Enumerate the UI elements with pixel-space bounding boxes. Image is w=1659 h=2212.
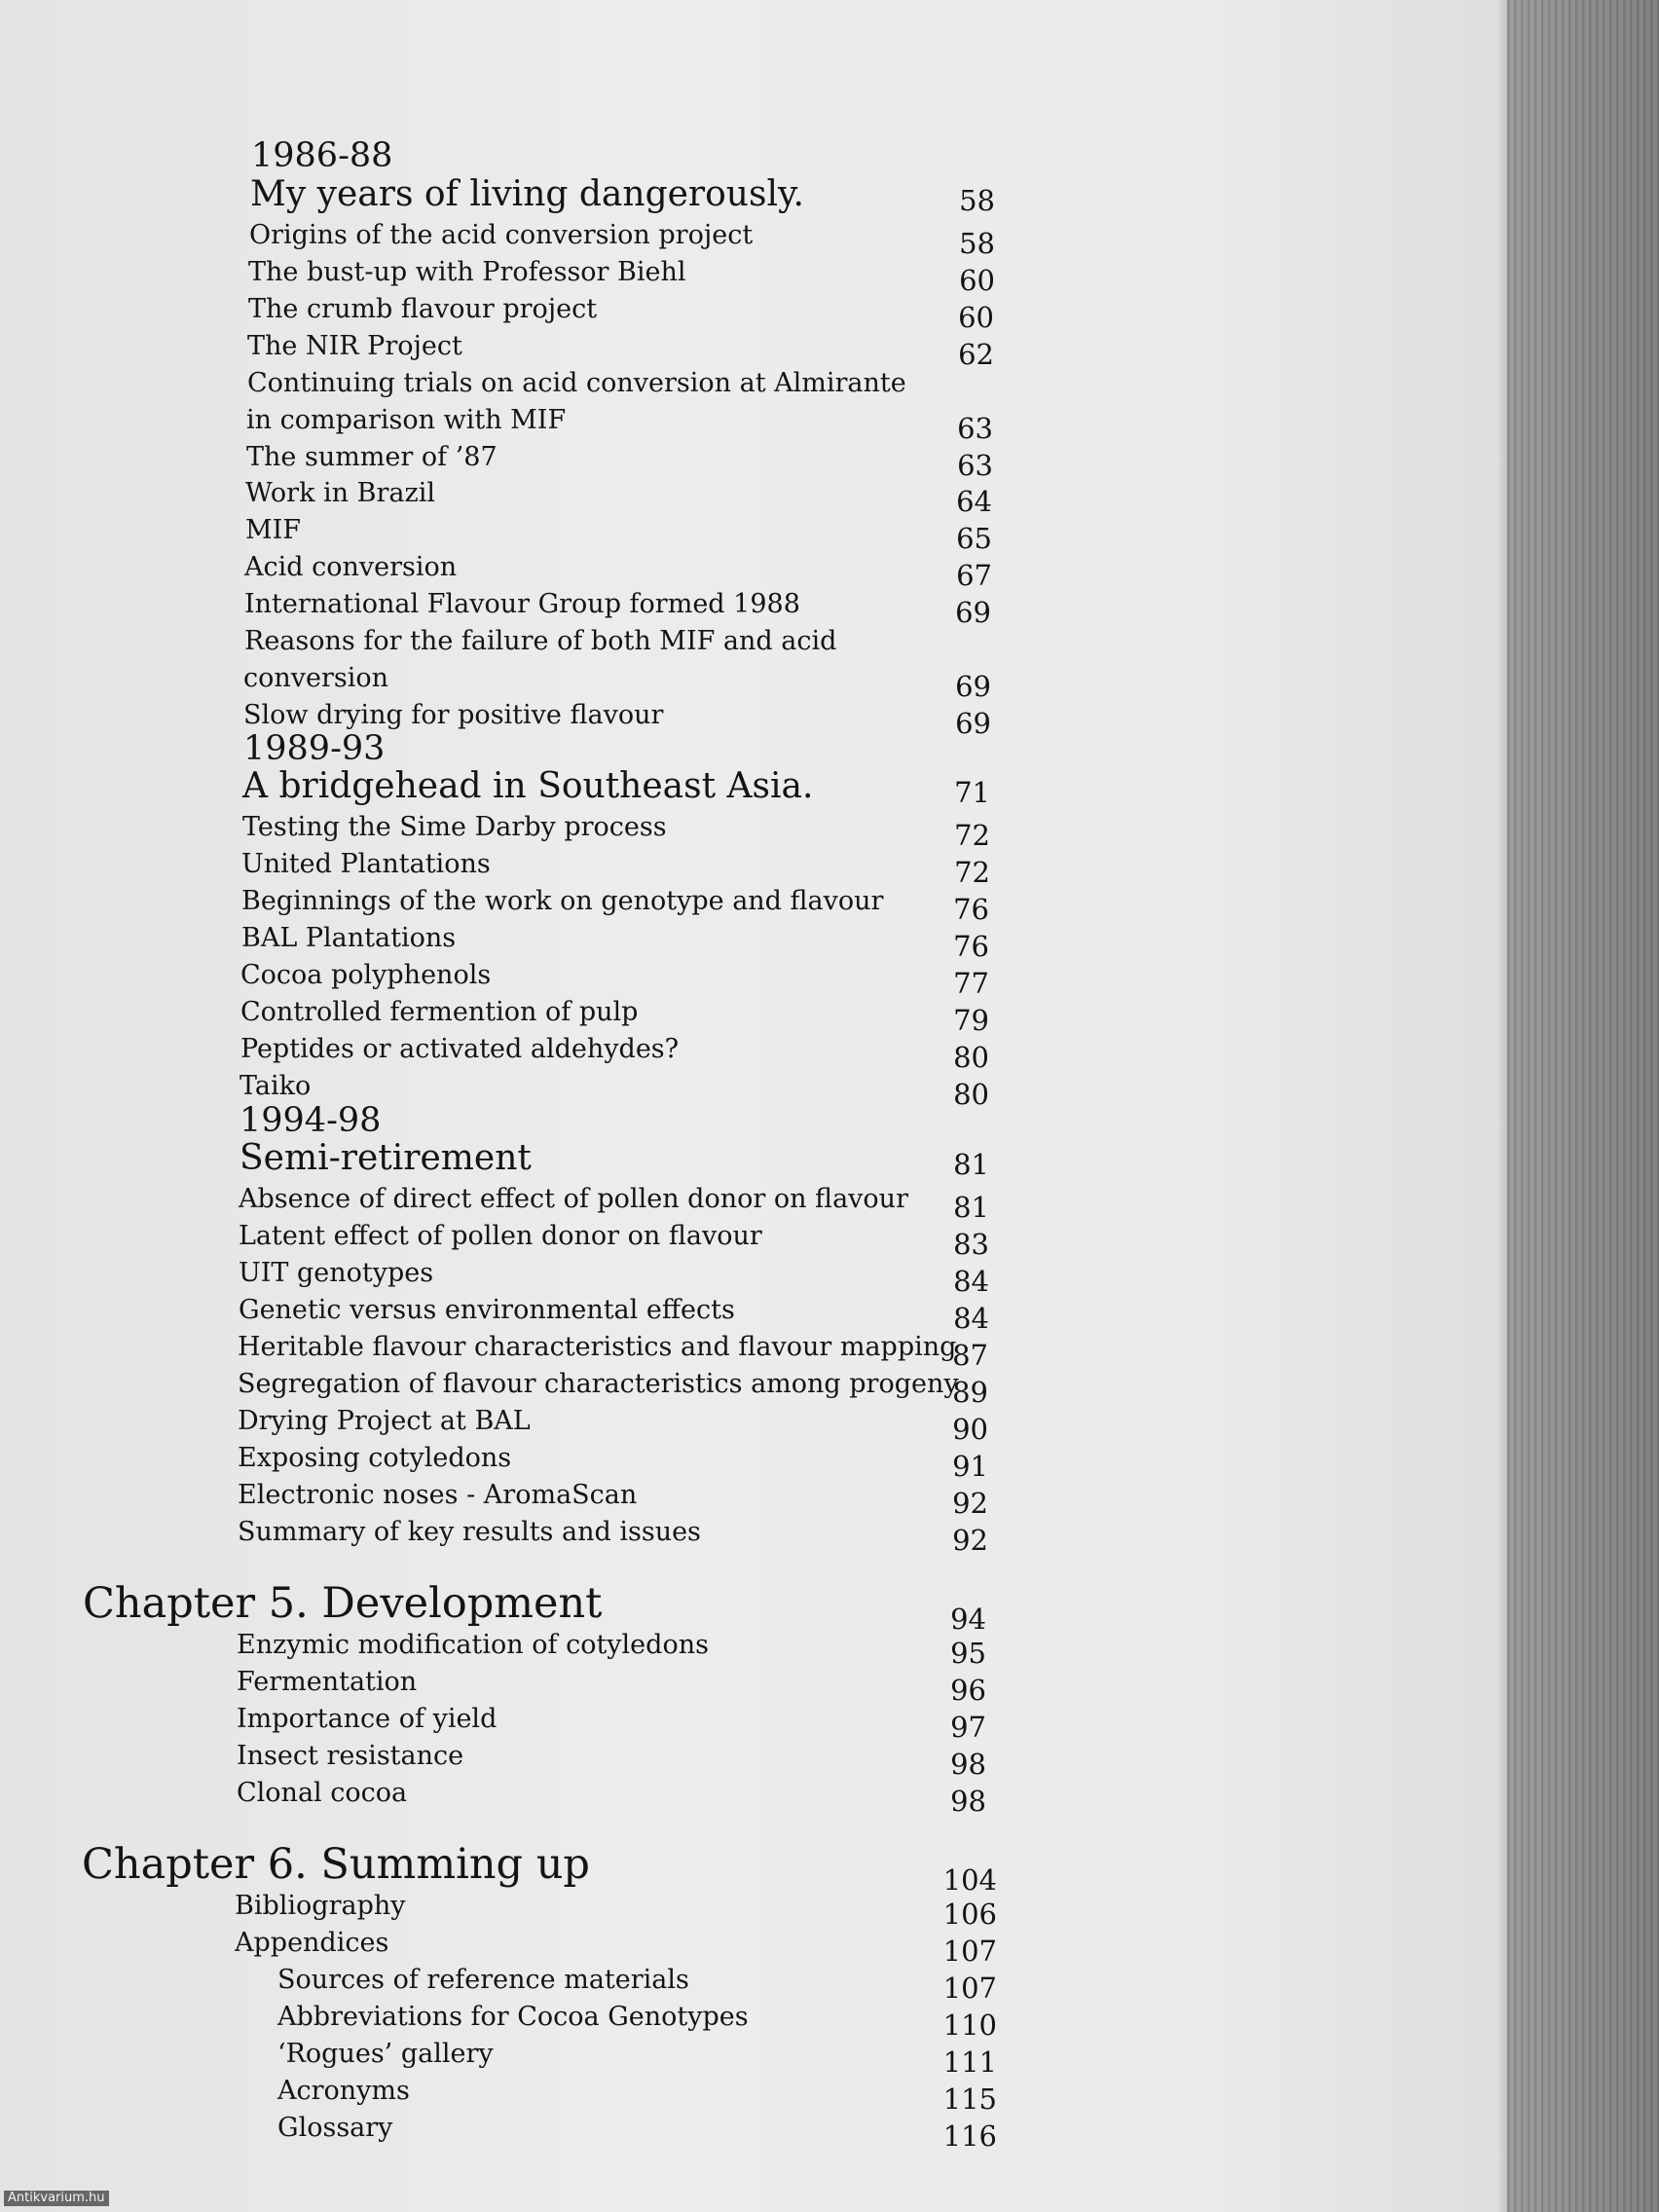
toc-page-number: 63 (957, 412, 993, 445)
toc-entry-title: Summary of key results and issues (238, 1517, 701, 1547)
toc-entry-title: My years of living dangerously. (250, 174, 804, 214)
toc-page-number: 58 (959, 227, 995, 260)
toc-entry-title: Abbreviations for Cocoa Genotypes (277, 2002, 749, 2032)
toc-page-number: 107 (942, 1972, 997, 2005)
toc-entry-title: UIT genotypes (239, 1258, 434, 1288)
toc-entry-title: MIF (245, 515, 302, 545)
toc-page-number: 76 (953, 893, 989, 926)
toc-entry-title: Taiko (240, 1071, 312, 1101)
toc-entry-title: The summer of ’87 (246, 442, 498, 472)
toc-entry-title: A bridgehead in Southeast Asia. (242, 766, 814, 806)
toc-entry-title: 1994-98 (240, 1101, 382, 1140)
toc-page-number: 79 (953, 1004, 989, 1037)
toc-page-number: 60 (959, 264, 995, 297)
toc-page-number: 81 (953, 1191, 989, 1224)
toc-page-number: 110 (942, 2009, 997, 2042)
toc-entry-title: Bibliography (235, 1891, 406, 1921)
toc-entry-title: Heritable flavour characteristics and flavour mapping (238, 1332, 957, 1362)
toc-entry-title: Absence of direct effect of pollen donor on flavour (239, 1184, 908, 1214)
toc-page-number: 89 (952, 1376, 988, 1409)
toc-page-number: 77 (953, 967, 989, 1000)
toc-page-number: 90 (952, 1413, 988, 1446)
toc-entry-title: Controlled fermention of pulp (240, 997, 639, 1027)
toc-page-number: 98 (950, 1748, 986, 1781)
toc-entry-title: Insect resistance (237, 1741, 464, 1771)
toc-entry-title: Beginnings of the work on genotype and flavour (241, 886, 884, 916)
toc-page-number: 80 (953, 1078, 989, 1111)
toc-entry-title: United Plantations (241, 849, 491, 879)
toc-entry-title: conversion (243, 663, 389, 693)
toc-page-number: 83 (953, 1228, 989, 1261)
toc-page-number: 62 (958, 338, 994, 371)
toc-page-number: 95 (950, 1637, 986, 1670)
toc-page-number: 84 (953, 1302, 989, 1335)
toc-page-number: 67 (956, 559, 992, 592)
toc-page-number: 98 (950, 1785, 986, 1818)
toc-entry-title: Clonal cocoa (237, 1778, 408, 1808)
toc-page-number: 115 (942, 2083, 997, 2116)
toc-entry-title: Appendices (235, 1928, 389, 1958)
toc-entry-title: Importance of yield (237, 1704, 498, 1734)
toc-entry-title: Chapter 5. Development (83, 1579, 603, 1628)
toc-entry-title: Acid conversion (244, 552, 458, 582)
toc-entry-title: Chapter 6. Summing up (82, 1840, 590, 1889)
toc-entry-title: Fermentation (237, 1667, 418, 1697)
toc-page-number: 81 (953, 1148, 989, 1181)
toc-page-number: 65 (956, 522, 992, 555)
toc-entry-title: Reasons for the failure of both MIF and acid (244, 626, 837, 656)
toc-entry-title: Enzymic modification of cotyledons (237, 1630, 709, 1660)
toc-entry-title: Testing the Sime Darby process (242, 812, 667, 842)
toc-page-number: 76 (953, 930, 989, 963)
toc-entry-title: 1986-88 (251, 136, 393, 175)
toc-page-number: 72 (954, 856, 990, 889)
toc-page-number: 104 (942, 1863, 997, 1897)
toc-page-number: 92 (952, 1487, 988, 1520)
toc-page-number: 107 (942, 1935, 997, 1968)
toc-page-number: 58 (959, 184, 995, 217)
toc-entry-title: Cocoa polyphenols (240, 960, 492, 990)
toc-entry-title: 1989-93 (243, 729, 386, 768)
toc-page-number: 69 (955, 596, 991, 629)
toc-page-number: 63 (957, 449, 993, 482)
toc-entry-title: Slow drying for positive flavour (243, 700, 664, 730)
toc-page-number: 80 (953, 1041, 989, 1074)
toc-page-number: 71 (954, 776, 990, 809)
toc-entry-title: Genetic versus environmental effects (239, 1295, 735, 1325)
toc-entry-title: Peptides or activated aldehydes? (240, 1034, 680, 1064)
toc-page-number: 72 (954, 819, 990, 852)
toc-page-number: 91 (952, 1450, 988, 1483)
toc-page-number: 106 (942, 1898, 997, 1931)
toc-entry-title: Semi-retirement (240, 1138, 532, 1178)
toc-page-number: 64 (956, 485, 992, 518)
toc-entry-title: Latent effect of pollen donor on flavour (239, 1221, 762, 1251)
toc-entry-title: in comparison with MIF (246, 405, 567, 435)
toc-entry-title: Continuing trials on acid conversion at Almirante (247, 368, 906, 398)
toc-entry-title: The NIR Project (247, 331, 462, 361)
toc-entry-title: Drying Project at BAL (238, 1406, 531, 1436)
toc-entry-title: Glossary (277, 2113, 393, 2143)
toc-page-number: 87 (952, 1339, 988, 1372)
toc-page-number: 84 (953, 1265, 989, 1298)
toc-page-number: 97 (950, 1711, 986, 1744)
toc-page-number: 94 (950, 1603, 986, 1636)
toc-page-number: 92 (952, 1524, 988, 1557)
toc-entry-title: Sources of reference materials (277, 1965, 689, 1995)
toc-page-number: 96 (950, 1674, 986, 1707)
toc-page-number: 116 (942, 2120, 997, 2153)
toc-page-number: 69 (955, 707, 991, 740)
toc-entry-title: Acronyms (277, 2076, 410, 2106)
toc-entry-title: Work in Brazil (245, 478, 435, 508)
watermark: Antikvarium.hu (4, 2191, 109, 2206)
toc-page-number: 111 (942, 2046, 997, 2079)
toc-entry-title: Segregation of flavour characteristics among progeny (238, 1369, 959, 1399)
toc-entry-title: The bust-up with Professor Biehl (248, 257, 686, 287)
toc-page-number: 69 (955, 670, 991, 703)
toc-entry-title: The crumb flavour project (248, 294, 598, 324)
toc-entry-title: Origins of the acid conversion project (249, 220, 754, 250)
toc-page-number: 60 (958, 301, 994, 334)
toc-entry-title: Electronic noses - AromaScan (238, 1480, 638, 1510)
toc-entry-title: BAL Plantations (241, 923, 457, 953)
toc-entry-title: ‘Rogues’ gallery (277, 2039, 494, 2069)
toc-entry-title: International Flavour Group formed 1988 (244, 589, 800, 619)
toc-entry-title: Exposing cotyledons (238, 1443, 512, 1473)
page-stack-edge (1507, 0, 1659, 2212)
